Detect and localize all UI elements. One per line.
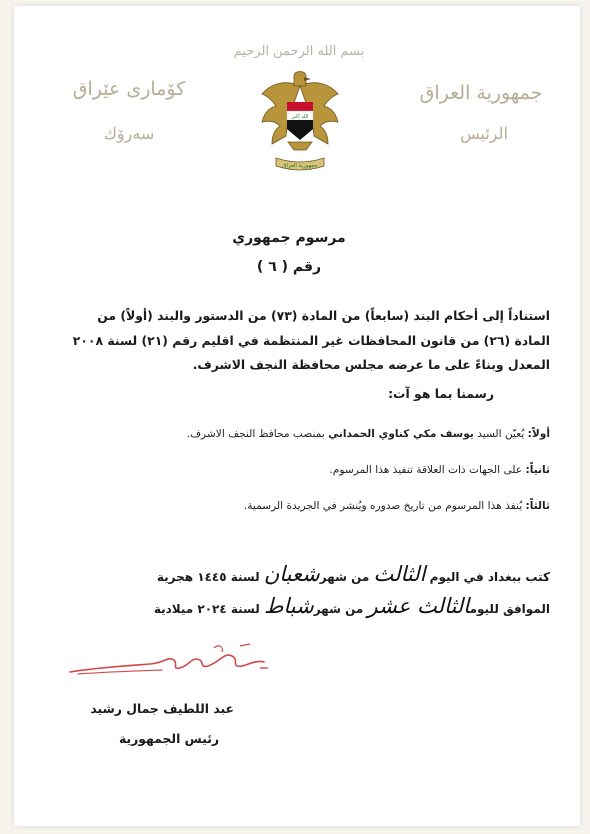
decree-item-first (44, 428, 550, 440)
hijri-day-handwritten: الثالث (373, 562, 426, 586)
decree-number: رقم ( ٦ ) (256, 259, 322, 275)
signer-title: رئيس الجمهورية (118, 731, 219, 746)
appointee-name: يوسف مكي كناوي الحمداني (328, 428, 474, 440)
hijri-date-line (44, 562, 550, 586)
item-text: يُنفذ هذا المرسوم من تاريخ صدوره ويُنشر في الجريدة الرسمية. (243, 500, 523, 512)
decree-statement: رسمنا بما هو آت: (388, 386, 494, 401)
decree-item-second (44, 464, 550, 476)
date-text: من شهر (319, 570, 370, 584)
arabic-president-heading: الرئيس (460, 124, 508, 143)
gregorian-date-line (44, 594, 550, 618)
date-text: لسنة ٢٠٢٤ ميلادية (153, 602, 260, 616)
date-text: الموافق لليوم (469, 602, 550, 616)
decree-item-third (44, 500, 550, 512)
hijri-month-handwritten: شعبان (263, 562, 320, 586)
presidential-signature (64, 638, 274, 686)
item-label: ثانياً: (525, 464, 550, 476)
kurdish-president-heading: سەرۆك (103, 124, 155, 143)
preamble-line: المعدل وبناءً على ما عرضه مجلس محافظة النجف الاشرف. (192, 357, 550, 372)
gregorian-day-handwritten: الثالث عشر (367, 594, 470, 618)
item-text: بمنصب محافظ النجف الاشرف. (186, 428, 329, 440)
preamble-paragraph (44, 304, 550, 378)
item-text: على الجهات ذات العلاقة تنفيذ هذا المرسوم. (329, 464, 523, 476)
date-text: لسنة ١٤٤٥ هجرية (156, 570, 260, 584)
iraq-eagle-emblem-icon (258, 66, 342, 186)
svg-text:جمهورية العراق: جمهورية العراق (282, 163, 318, 169)
item-label: ثالثاً: (525, 500, 550, 512)
item-label: أولاً: (527, 428, 550, 440)
gregorian-month-handwritten: شباط (263, 594, 314, 618)
signer-name: عبد اللطيف جمال رشيد (90, 701, 234, 716)
decree-page (14, 6, 580, 826)
preamble-line: استناداً إلى أحكام البند (سابعاً) من المادة (٧٣) من الدستور والبند (أولاً) من (97, 308, 550, 323)
item-text: يُعيّن السيد (473, 428, 525, 440)
preamble-line: المادة (٢٦) من قانون المحافظات غير المنتظمة في اقليم رقم (٢١) لسنة ٢٠٠٨ (72, 332, 550, 348)
arabic-state-heading: جمهورية العراق (419, 82, 543, 104)
kurdish-state-heading: كۆماری عێراق (72, 78, 186, 100)
svg-text:الله أكبر: الله أكبر (291, 114, 309, 120)
basmala: بسم الله الرحمن الرحيم (233, 44, 365, 59)
date-text: من شهر (313, 602, 364, 616)
decree-title: مرسوم جمهوري (232, 230, 346, 246)
date-text: كتب ببغداد في اليوم (429, 570, 550, 584)
